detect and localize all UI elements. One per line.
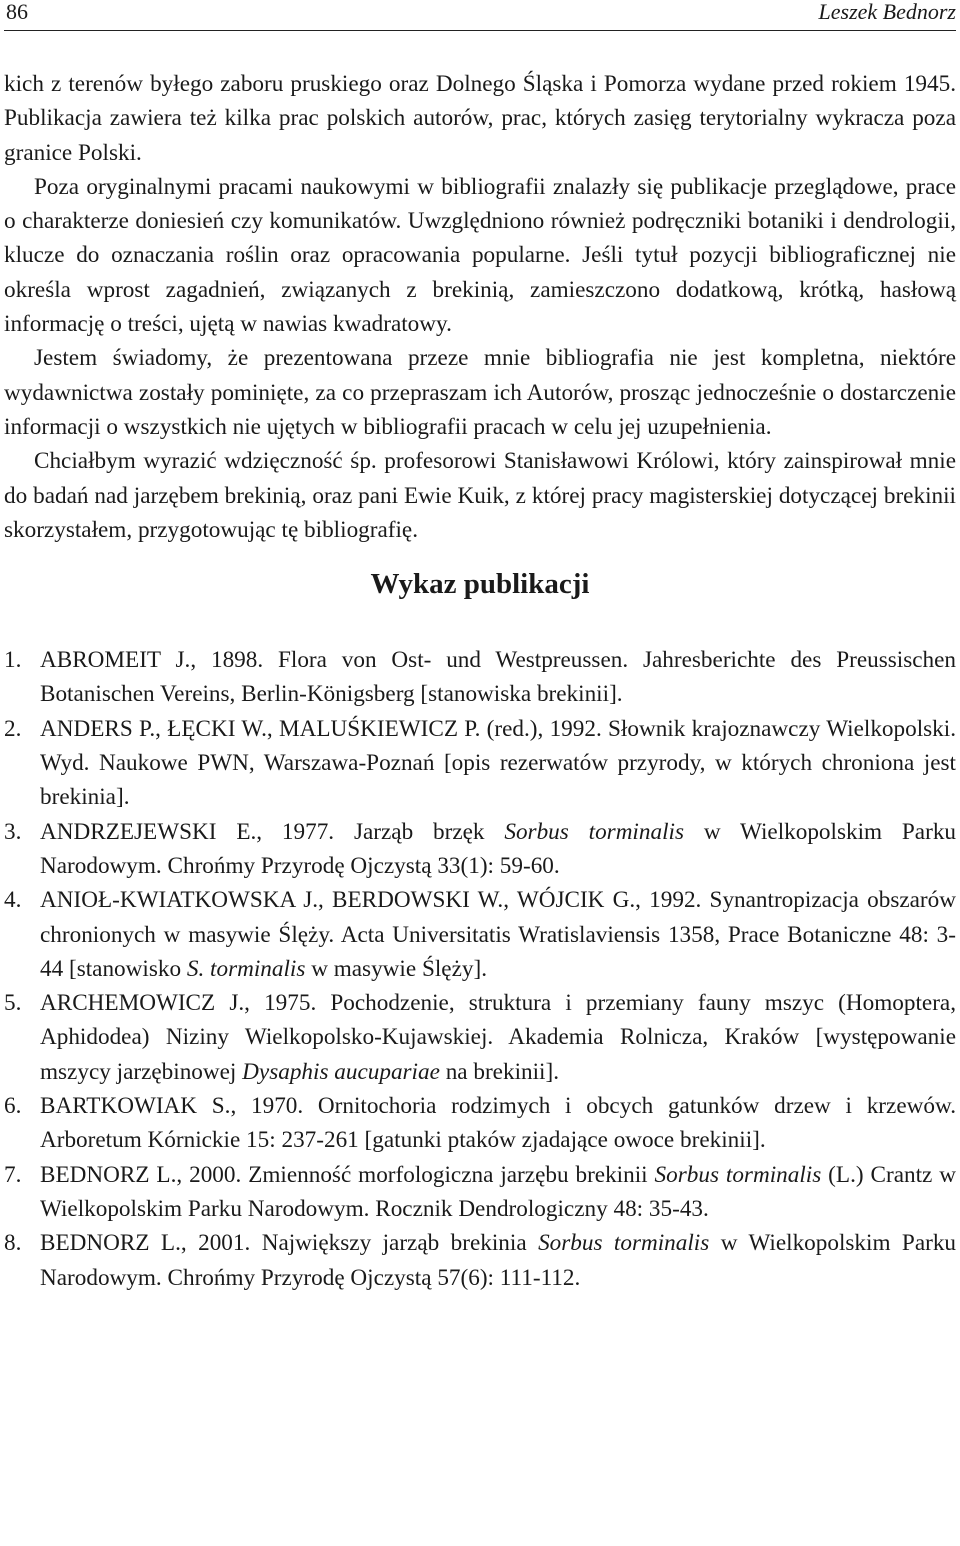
reference-text-part: BARTKOWIAK S., 1970. Ornitochoria rodzimych i obcych gatunków drzew i krzewów. Arboretum Kórnickie 15: 237-261 [gatunki ptaków zjadające owoce brekinii]. — [40, 1093, 956, 1154]
reference-item — [4, 815, 956, 884]
reference-text-part: BEDNORZ L., 2000. Zmienność morfologiczna jarzębu brekinii — [40, 1161, 655, 1188]
reference-item — [4, 1226, 956, 1295]
reference-item — [4, 643, 956, 712]
reference-number: 8. — [4, 1230, 22, 1257]
reference-number: 6. — [4, 1093, 22, 1120]
reference-text-part: w masywie Ślęży]. — [305, 955, 487, 982]
reference-number: 3. — [4, 818, 22, 845]
page-number: 86 — [6, 0, 28, 24]
reference-item — [4, 1158, 956, 1227]
reference-number: 1. — [4, 647, 22, 674]
reference-text — [40, 712, 956, 815]
reference-text-part: ANIOŁ-KWIATKOWSKA J., BERDOWSKI W., WÓJCIK G., 1992. Synantropizacja obszarów chronionych w masywie Ślęży. Acta Universitatis Wratislaviensis 1358, Prace Botaniczne 48: 3-44 [stanowisko — [40, 887, 956, 982]
reference-text-part: na brekinii]. — [439, 1058, 560, 1085]
running-author: Leszek Bednorz — [818, 0, 956, 24]
reference-item — [4, 883, 956, 986]
reference-text-part: w Wielkopolskim Parku Narodowym. Chrońmy Przyrodę Ojczystą 33(1): 59-60. — [40, 818, 957, 879]
species-name: Sorbus torminalis — [504, 818, 684, 845]
reference-number: 2. — [4, 715, 22, 742]
reference-text-part: w Wielkopolskim Parku Narodowym. Chrońmy Przyrodę Ojczystą 57(6): 111-112. — [40, 1230, 957, 1291]
reference-text — [40, 883, 956, 986]
paragraph-4: Chciałbym wyrazić wdzięczność śp. profesorowi Stanisławowi Królowi, który zainspirował mnie do badań nad jarzębem brekinią, oraz pani Ewie Kuik, z której pracy magisterskiej dotyczącej brekinii skorzystałem, przygotowując tę bibliografię. — [4, 448, 956, 543]
species-name: Sorbus torminalis — [654, 1161, 822, 1188]
reference-list — [4, 643, 956, 1295]
reference-text — [40, 1226, 956, 1295]
reference-text-part: ANDRZEJEWSKI E., 1977. Jarząb brzęk — [40, 818, 505, 845]
reference-item — [4, 986, 956, 1089]
reference-text-part: ARCHEMOWICZ J., 1975. Pochodzenie, struktura i przemiany fauny mszyc (Homoptera, Aphidodea) Niziny Wielkopolsko-Kujawskiej. Akademia Rolnicza, Kraków [występowanie mszycy jarzębinowej — [40, 990, 956, 1085]
reference-text — [40, 815, 956, 884]
running-header — [4, 0, 956, 31]
reference-text-part: (L.) Crantz w Wielkopolskim Parku Narodowym. Rocznik Dendrologiczny 48: 35-43. — [40, 1161, 957, 1222]
reference-text — [40, 1089, 956, 1158]
species-name: Dysaphis aucupariae — [242, 1058, 440, 1085]
reference-number: 4. — [4, 887, 22, 914]
paragraph-2: Poza oryginalnymi pracami naukowymi w bibliografii znalazły się publikacje przeglądowe, prace o charakterze doniesień czy komunikatów. Uwzględniono również podręczniki botaniki i dendrologii, klucze do oznaczania roślin oraz opracowania popularne. Jeśli tytuł pozycji bibliograficznej nie określa wprost zagadnień, związanych z brekinią, zamieszczono dodatkową, krótką, hasłową informację o treści, ujętą w nawias kwadratowy. — [4, 173, 956, 338]
reference-text-part: ABROMEIT J., 1898. Flora von Ost- und Westpreussen. Jahresberichte des Preussischen Botanischen Vereins, Berlin-Königsberg [stanowiska brekinii]. — [40, 647, 956, 708]
paragraph-1: kich z terenów byłego zaboru pruskiego oraz Dolnego Śląska i Pomorza wydane przed rokiem 1945. Publikacja zawiera też kilka prac polskich autorów, prac, których zasięg terytorialny wykracza poza granice Polski. — [4, 71, 956, 166]
reference-text — [40, 1158, 956, 1227]
reference-text-part: BEDNORZ L., 2001. Największy jarząb brekinia — [40, 1230, 539, 1257]
body-text — [4, 67, 956, 547]
reference-text — [40, 643, 956, 712]
paragraph-3: Jestem świadomy, że prezentowana przeze mnie bibliografia nie jest kompletna, niektóre wydawnictwa zostały pominięte, za co przepraszam ich Autorów, prosząc jednocześnie o dostarczenie informacji o wszystkich nie ujętych w bibliografii pracach w celu jej uzupełnienia. — [4, 345, 956, 440]
reference-text-part: ANDERS P., ŁĘCKI W., MALUŚKIEWICZ P. (red.), 1992. Słownik krajoznawczy Wielkopolski. Wyd. Naukowe PWN, Warszawa-Poznań [opis rezerwatów przyrody, w których chroniona jest brekinia]. — [40, 715, 956, 811]
species-name: Sorbus torminalis — [538, 1230, 710, 1257]
reference-item — [4, 712, 956, 815]
reference-number: 7. — [4, 1161, 22, 1188]
reference-number: 5. — [4, 990, 22, 1017]
reference-item — [4, 1089, 956, 1158]
section-title: Wykaz publikacji — [370, 568, 590, 601]
species-name: S. torminalis — [186, 955, 306, 982]
reference-text — [40, 986, 956, 1089]
